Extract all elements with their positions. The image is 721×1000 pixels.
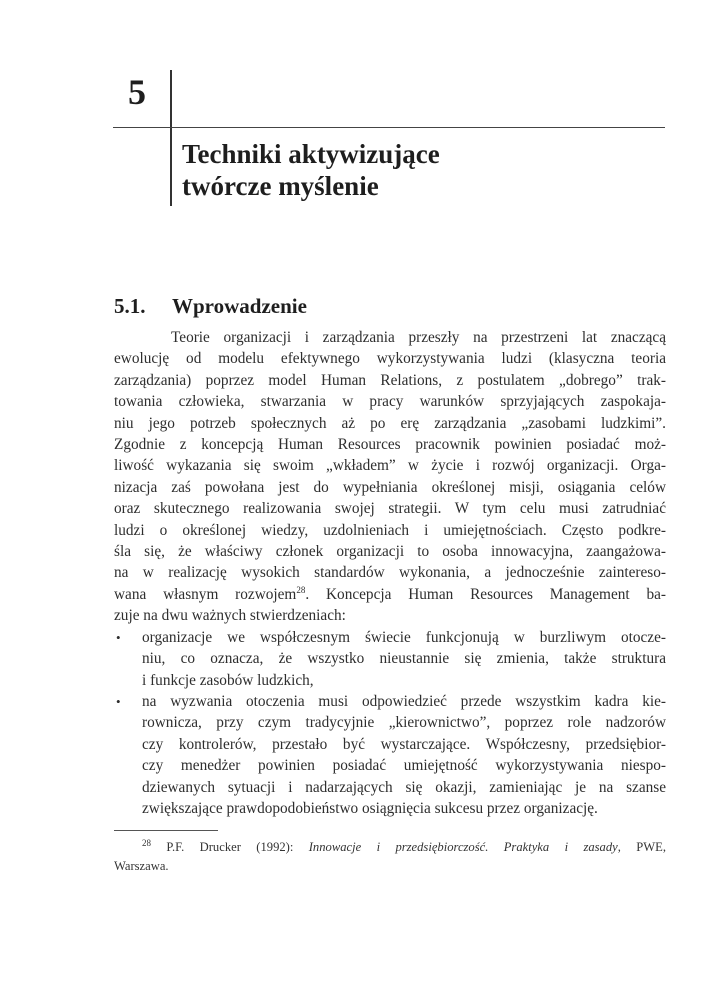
text-line: na w realizację wysokich standardów wykonania, a jednocześnie zaintereso- (114, 564, 666, 582)
text-line: czy menedżer powinien posiadać umiejętność wykorzystywania niespo- (142, 757, 666, 775)
chapter-title-line: Techniki aktywizujące (182, 139, 440, 169)
text-line: oraz skutecznego realizowania swojej strategii. W tym celu musi zatrudniać (114, 500, 666, 518)
body-text (114, 327, 666, 819)
section-heading (114, 293, 307, 319)
text-line: zuje na dwu ważnych stwierdzeniach: (114, 607, 346, 625)
section-number: 5.1. (114, 294, 146, 318)
text-fragment: wana własnym rozwojem (114, 585, 297, 603)
section-title: Wprowadzenie (172, 294, 307, 318)
footnote-author: P.F. Drucker (1992): (166, 840, 309, 854)
text-line: zwiększające prawdopodobieństwo osiągnięcia sukcesu przez organizację. (142, 799, 598, 817)
text-line: towania człowieka, stwarzania w pracy warunków sprzyjających zaspokaja- (114, 393, 666, 411)
text-line: śla się, że właściwy członek organizacji to osoba innowacyjna, zaangażowa- (114, 543, 666, 561)
text-line: Zgodnie z koncepcją Human Resources pracownik powinien posiadać moż- (114, 436, 666, 454)
chapter-title-line: twórcze myślenie (182, 171, 379, 201)
text-line: na wyzwania otoczenia musi odpowiedzieć przede wszystkim kadra kie- (142, 692, 666, 710)
bullet-icon: • (116, 629, 121, 645)
footnote-publisher: , PWE, (617, 840, 666, 854)
text-line: niu jego potrzeb społecznych aż po erę zarządzania „zasobami ludzkimi”. (114, 414, 666, 432)
footnote (114, 838, 666, 876)
text-line: zarządzania) poprzez model Human Relations, z postulatem „dobrego” trak- (114, 371, 666, 389)
bullet-icon: • (116, 693, 121, 709)
text-line: i funkcje zasobów ludzkich, (142, 671, 314, 689)
chapter-vertical-rule (170, 70, 172, 206)
text-line: ewolucję od modelu efektywnego wykorzystywania ludzi (klasyczna teoria (114, 350, 666, 368)
chapter-number: 5 (128, 72, 146, 112)
text-line: nizacja zaś powołana jest do wypełniania określonej misji, osiągania celów (114, 478, 666, 496)
chapter-title (182, 138, 440, 202)
text-line (114, 584, 666, 605)
text-line: czy kontrolerów, przestało być wystarczające. Współczesny, przedsiębior- (142, 735, 666, 753)
text-line: Teorie organizacji i zarządzania przeszły na przestrzeni lat znaczącą (171, 329, 666, 346)
text-line: organizacje we współczesnym świecie funkcjonują w burzliwym otocze- (142, 628, 666, 646)
bullet-item (114, 627, 666, 691)
text-line: rownicza, przy czym tradycyjnie „kierownictwo”, poprzez role nadzorów (142, 714, 666, 732)
footnote-line (114, 838, 666, 857)
text-line: liwość wykazania się swoim „wkładem” w życie i rozwój organizacji. Orga- (114, 457, 666, 475)
paragraph (114, 327, 666, 627)
text-fragment: . Koncepcja Human Resources Management ba- (305, 585, 666, 603)
footnote-title: Innowacje i przedsiębiorczość. Praktyka i zasady (308, 840, 618, 854)
bullet-item (114, 691, 666, 819)
text-line: dziewanych sytuacji i nadarzających się okazji, zamieniając je na szanse (142, 778, 666, 796)
footnote-reference: 28 (296, 584, 306, 595)
text-line: ludzi o określonej wiedzy, uzdolnieniach i umiejętnościach. Często podkre- (114, 521, 666, 539)
footnote-line: Warszawa. (114, 859, 169, 873)
footnote-mark: 28 (142, 837, 151, 848)
chapter-horizontal-rule (113, 127, 665, 128)
text-line: niu, co oznacza, że wszystko nieustannie się zmienia, także struktura (142, 650, 666, 668)
footnote-rule (114, 830, 218, 831)
